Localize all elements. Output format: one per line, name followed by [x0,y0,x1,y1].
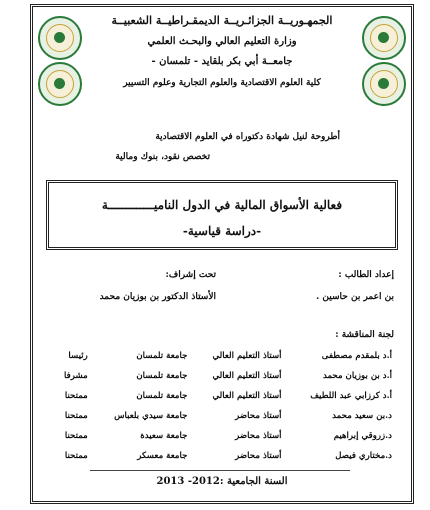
university-heading: جامعــة أبي بكر بلقايد - تلمسان - [151,56,293,67]
member-name: د.مختاري فيصل [335,451,392,461]
thesis-degree: أطروحة لنيل شهادة دكتوراه في العلوم الاقتصادية [155,132,340,142]
committee-table [54,346,394,466]
table-row [54,406,394,426]
member-rank: أستاذ محاضر [235,411,282,421]
thesis-specialty: تخصص نقود، بنوك ومالية [115,152,210,162]
table-row [54,366,394,386]
footer-divider [90,470,350,471]
table-row [54,426,394,446]
member-name: أ.د كرزابي عبد اللطيف [310,391,392,401]
member-name: د.بن سعيد محمد [332,411,392,421]
committee-label: لجنة المناقشة : [335,330,394,340]
member-role: مشرفا [64,371,88,381]
member-rank: أستاذ التعليم العالي [212,391,282,401]
table-row [54,346,394,366]
member-rank: أستاذ محاضر [235,451,282,461]
member-institution: جامعة معسكر [137,451,188,461]
academic-year: السنة الجامعية :2012- 2013 [156,476,288,487]
member-name: أ.د بن بوزيان محمد [322,371,392,381]
member-role: ممتحنا [64,431,88,441]
member-institution: جامعة سيدي بلعباس [114,411,188,421]
member-role: ممتحنا [64,411,88,421]
member-role: رئيسا [68,351,88,361]
title-box [46,180,398,250]
member-institution: جامعة سعيدة [140,431,188,441]
member-name: أ.د بلمقدم مصطفى [321,351,392,361]
thesis-subtitle: -دراسة قياسية- [182,224,262,238]
student-name: بن اعمر بن حاسين . [316,292,394,302]
member-institution: جامعة تلمسان [136,391,188,401]
member-role: ممتحنا [64,451,88,461]
supervisor-name: الأستاذ الدكتور بن بوزيان محمد [99,292,216,302]
member-role: ممتحنا [64,391,88,401]
member-institution: جامعة تلمسان [136,351,188,361]
thesis-title: فعالية الأسواق المالية في الدول الناميـــــــــــــة [101,198,343,212]
table-row [54,446,394,466]
member-rank: أستاذ التعليم العالي [212,351,282,361]
member-rank: أستاذ محاضر [235,431,282,441]
ministry-heading: وزارة التعليم العالي والبحـث العلمي [147,36,297,47]
faculty-heading: كلية العلوم الاقتصادية والعلوم التجارية وعلوم التسيير [123,78,321,88]
table-row [54,386,394,406]
republic-heading: الجمهـوريــة الجزائـريــة الديمقـراطيــة الشعبيــة [111,14,333,27]
prepared-label: إعداد الطالب : [338,270,394,280]
supervision-label: تحت إشراف: [165,270,216,280]
member-rank: أستاذ التعليم العالي [212,371,282,381]
member-name: د.زروقي إبراهيم [333,431,392,441]
member-institution: جامعة تلمسان [136,371,188,381]
